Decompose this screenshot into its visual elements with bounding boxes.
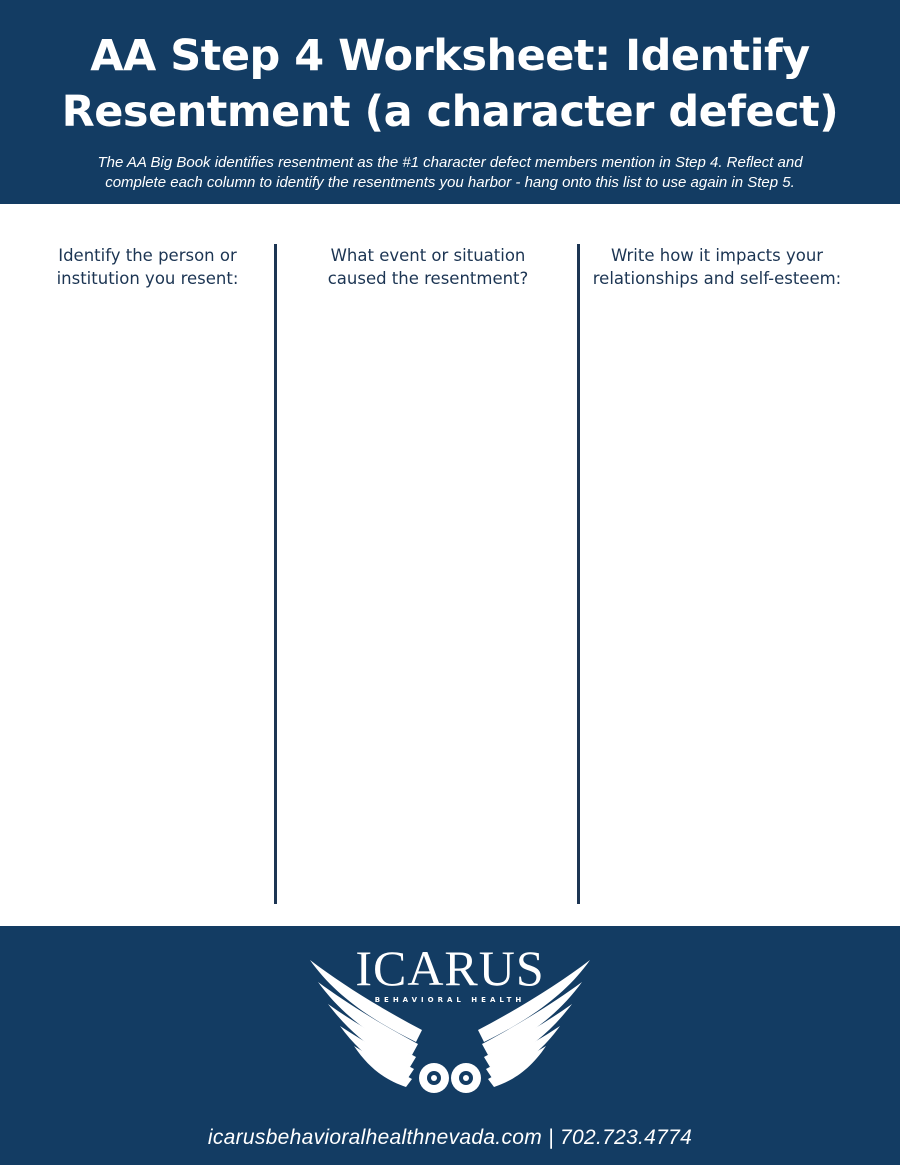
title-line-1: AA Step 4 Worksheet: Identify xyxy=(90,31,810,81)
column-heading-event xyxy=(300,244,556,290)
column-heading-line: What event or situation xyxy=(330,246,526,265)
column-heading-person xyxy=(40,244,255,290)
intro-line-1: The AA Big Book identifies resentment as the #1 character defect members mention in Step 4. Reflect and xyxy=(97,154,803,171)
logo-wordmark: ICARUS xyxy=(355,940,545,996)
column-divider xyxy=(274,244,277,904)
contact-info: icarusbehavioralhealthnevada.com | 702.723.4774 xyxy=(207,1126,693,1149)
column-heading-line: Write how it impacts your xyxy=(610,246,824,265)
intro-line-2: complete each column to identify the resentments you harbor - hang onto this list to use again in Step 5. xyxy=(105,174,795,191)
intro-text xyxy=(40,153,860,193)
title-line-2: Resentment (a character defect) xyxy=(61,87,839,137)
header-banner xyxy=(0,0,900,204)
column-heading-line: Identify the person or xyxy=(58,246,237,265)
icarus-logo xyxy=(300,938,600,1108)
page-title xyxy=(0,28,900,140)
column-heading-line: institution you resent: xyxy=(56,269,239,288)
column-heading-line: caused the resentment? xyxy=(327,269,529,288)
column-heading-line: relationships and self-esteem: xyxy=(592,269,842,288)
column-heading-impact xyxy=(583,244,851,290)
logo-tagline: BEHAVIORAL HEALTH xyxy=(374,996,526,1004)
column-divider xyxy=(577,244,580,904)
